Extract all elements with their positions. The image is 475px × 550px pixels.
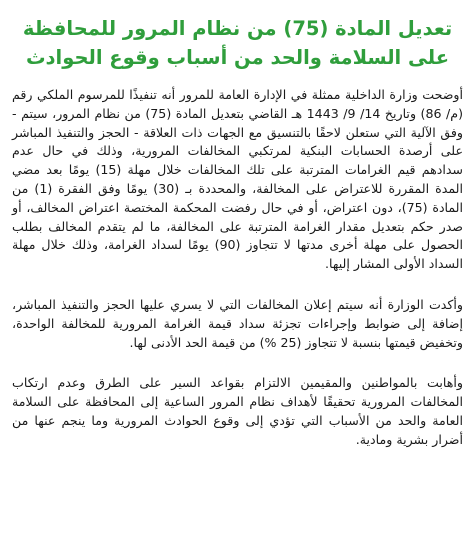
article-paragraph-3: وأهابت بالمواطنين والمقيمين الالتزام بقواعد السير على الطرق وعدم ارتكاب المخالفات المرورية تحقيقًا لأهداف نظام المرور الساعية إلى المحافظة على السلامة العامة والحد من الأسباب التي تؤدي إلى وقوع الحوادث المرورية وما ينجم عنها من أضرار بشرية ومادية. (12, 375, 463, 447)
article-paragraph-1: أوضحت وزارة الداخلية ممثلة في الإدارة العامة للمرور أنه تنفيذًا للمرسوم الملكي رقم (م/ 86) وتاريخ 14/ 9/ 1443 هـ القاضي بتعديل المادة (75) من نظام المرور، سيتم - وفق الآلية التي ستعلن لاحقًا بالتنسيق مع الجهات ذات العلاقة - الحجز والتنفيذ المباشر على أرصدة الحسابات البنكية لمرتكبي المخالفات المرورية، وذلك في حال عدم سدادهم قيم الغرامات المترتبة على تلك المخالفات خلال مهلة (15) يومًا بعد مضي المدة المقررة للاعتراض على المخالفة، والمحددة بـ (30) يومًا وفق الفقرة (1) من المادة (75)، دون اعتراض، أو في حال رفضت المحكمة المختصة اعتراض المخالف، أو صدر حكم بتعديل مقدار الغرامة المترتبة على المخالفة، ما لم يتقدم المخالف بطلب الحصول على مهلة أخرى مدتها لا تتجاوز (90) يومًا لسداد الغرامة، وذلك خلال مهلة السداد الأولى المشار إليها. (12, 87, 464, 272)
article-paragraph-2: وأكدت الوزارة أنه سيتم إعلان المخالفات التي لا يسري عليها الحجز والتنفيذ المباشر، إضافة إلى ضوابط وإجراءات تجزئة سداد قيمة الغرامة المرورية للمخالفة الواحدة، وتخفيض قيمتها بنسبة لا تتجاوز (25 %) من قيمة الحد الأدنى لها. (12, 296, 463, 350)
headline-line-1: تعديل المادة (75) من نظام المرور للمحافظة (22, 17, 453, 40)
article-headline (12, 14, 463, 72)
headline-line-2: على السلامة والحد من أسباب وقوع الحوادث (25, 46, 450, 69)
